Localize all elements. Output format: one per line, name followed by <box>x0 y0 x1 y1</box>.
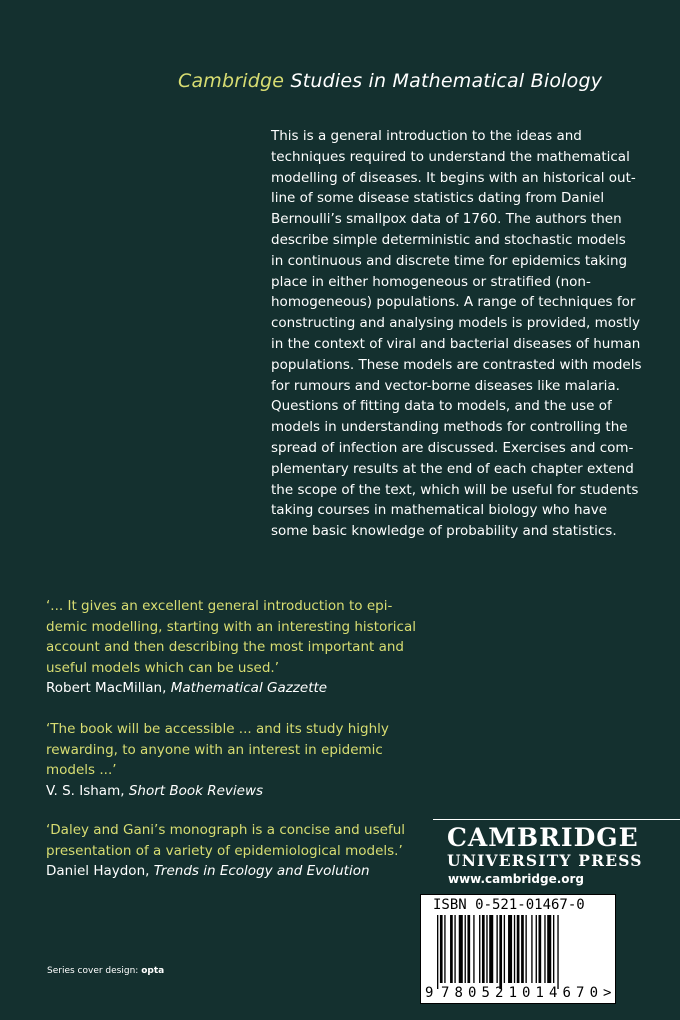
description-line: some basic knowledge of probability and statistics. <box>271 523 617 540</box>
barcode-bar <box>450 915 453 983</box>
review-source: Trends in Ecology and Evolution <box>153 863 370 879</box>
barcode-bar <box>517 915 520 983</box>
barcode-left-digits: 780521 <box>441 985 517 1001</box>
barcode-bar <box>531 915 532 983</box>
credit-designer: opta <box>141 966 165 976</box>
barcode-bar <box>536 915 537 983</box>
description-line: modelling of diseases. It begins with an historical out- <box>271 169 636 186</box>
book-description <box>271 126 642 542</box>
series-name: Studies in Mathematical Biology <box>290 70 603 92</box>
review-quote-line: demic modelling, starting with an interesting historical <box>46 618 416 635</box>
description-line: This is a general introduction to the ideas and <box>271 128 582 144</box>
barcode-bar <box>496 915 497 983</box>
review-quote-line: rewarding, to anyone with an interest in epidemic <box>46 741 383 758</box>
review-quote-line: useful models which can be used.’ <box>46 659 279 676</box>
review-author: V. S. Isham, <box>46 782 125 799</box>
review-quote-line: account and then describing the most important and <box>46 639 404 655</box>
barcode-bar <box>465 915 466 983</box>
description-line: techniques required to understand the mathematical <box>271 148 630 165</box>
barcode-bar <box>454 915 455 983</box>
review-3 <box>46 820 436 882</box>
review-quote <box>46 820 436 861</box>
barcode-bar <box>473 915 474 983</box>
series-title <box>178 70 602 92</box>
description-line: Bernoulli’s smallpox data of 1760. The authors then <box>271 211 622 228</box>
description-line: models in understanding methods for controlling the <box>271 419 628 436</box>
barcode-bar <box>444 915 445 983</box>
description-line: populations. These models are contrasted with models <box>271 356 642 373</box>
barcode-bar <box>467 915 470 983</box>
barcode-bar <box>504 915 505 983</box>
barcode-bar <box>547 915 551 983</box>
review-2 <box>46 719 436 801</box>
description-line: in continuous and discrete time for epidemics taking <box>271 252 628 269</box>
description-line: taking courses in mathematical biology who have <box>271 502 608 519</box>
barcode-end-mark: > <box>603 985 612 1001</box>
barcode-bar <box>521 915 524 983</box>
publisher-divider <box>433 819 680 820</box>
review-author: Daniel Haydon, <box>46 863 150 879</box>
barcode-bar <box>440 915 443 983</box>
barcode <box>421 895 615 1003</box>
barcode-bar <box>544 915 545 983</box>
publisher-url: www.cambridge.org <box>448 872 585 886</box>
barcode-bar <box>553 915 554 983</box>
review-attribution <box>46 678 436 699</box>
isbn-label: ISBN 0-521-01467-0 <box>433 897 585 913</box>
review-source: Short Book Reviews <box>128 782 264 799</box>
review-attribution <box>46 781 436 802</box>
review-quote-line: presentation of a variety of epidemiological models.’ <box>46 842 403 859</box>
description-line: homogeneous) populations. A range of techniques for <box>271 294 636 311</box>
description-line: for rumours and vector-borne diseases like malaria. <box>271 377 620 394</box>
barcode-bar <box>499 915 502 989</box>
publisher-logo <box>447 824 643 870</box>
description-line: plementary results at the end of each chapter extend <box>271 460 634 477</box>
review-quote-line: models ...’ <box>46 762 117 778</box>
barcode-bar <box>508 915 512 983</box>
review-attribution <box>46 861 436 882</box>
review-quote <box>46 596 436 678</box>
barcode-bar <box>479 915 480 983</box>
barcode-bars <box>437 915 559 989</box>
review-quote-line: ‘... It gives an excellent general introduction to epi- <box>46 598 393 614</box>
publisher-subname: UNIVERSITY PRESS <box>447 851 643 870</box>
barcode-panel <box>420 894 616 1004</box>
description-line: constructing and analysing models is provided, mostly <box>271 315 641 332</box>
barcode-bar <box>489 915 493 983</box>
review-author: Robert MacMillan, <box>46 680 167 696</box>
description-line: the scope of the text, which will be useful for students <box>271 481 639 498</box>
barcode-bar <box>486 915 487 983</box>
review-quote-line: ‘The book will be accessible ... and its study highly <box>46 721 389 737</box>
publisher-name: CAMBRIDGE <box>447 823 639 852</box>
review-1 <box>46 596 436 699</box>
description-line: in the context of viral and bacterial diseases of human <box>271 335 641 352</box>
barcode-bar <box>437 915 438 989</box>
review-quote-line: ‘Daley and Gani’s monograph is a concise and useful <box>46 822 406 838</box>
barcode-first-digit: 9 <box>425 985 434 1001</box>
description-line: describe simple deterministic and stochastic models <box>271 231 626 248</box>
cover-credit <box>47 966 164 976</box>
credit-label: Series cover design: <box>47 966 139 976</box>
description-line: spread of infection are discussed. Exercises and com- <box>271 439 634 456</box>
review-source: Mathematical Gazzette <box>170 680 328 696</box>
barcode-bar <box>525 915 526 983</box>
barcode-bar <box>482 915 485 983</box>
barcode-bar <box>539 915 542 983</box>
barcode-bar <box>459 915 463 983</box>
description-line: place in either homogeneous or stratified (non- <box>271 273 591 290</box>
description-line: line of some disease statistics dating from Daniel <box>271 190 605 207</box>
barcode-right-digits: 014670 <box>522 985 598 1001</box>
review-quote <box>46 719 436 781</box>
description-line: Questions of fitting data to models, and the use of <box>271 398 612 415</box>
series-brand: Cambridge <box>178 70 285 92</box>
barcode-bar <box>514 915 515 983</box>
barcode-bar <box>557 915 558 989</box>
